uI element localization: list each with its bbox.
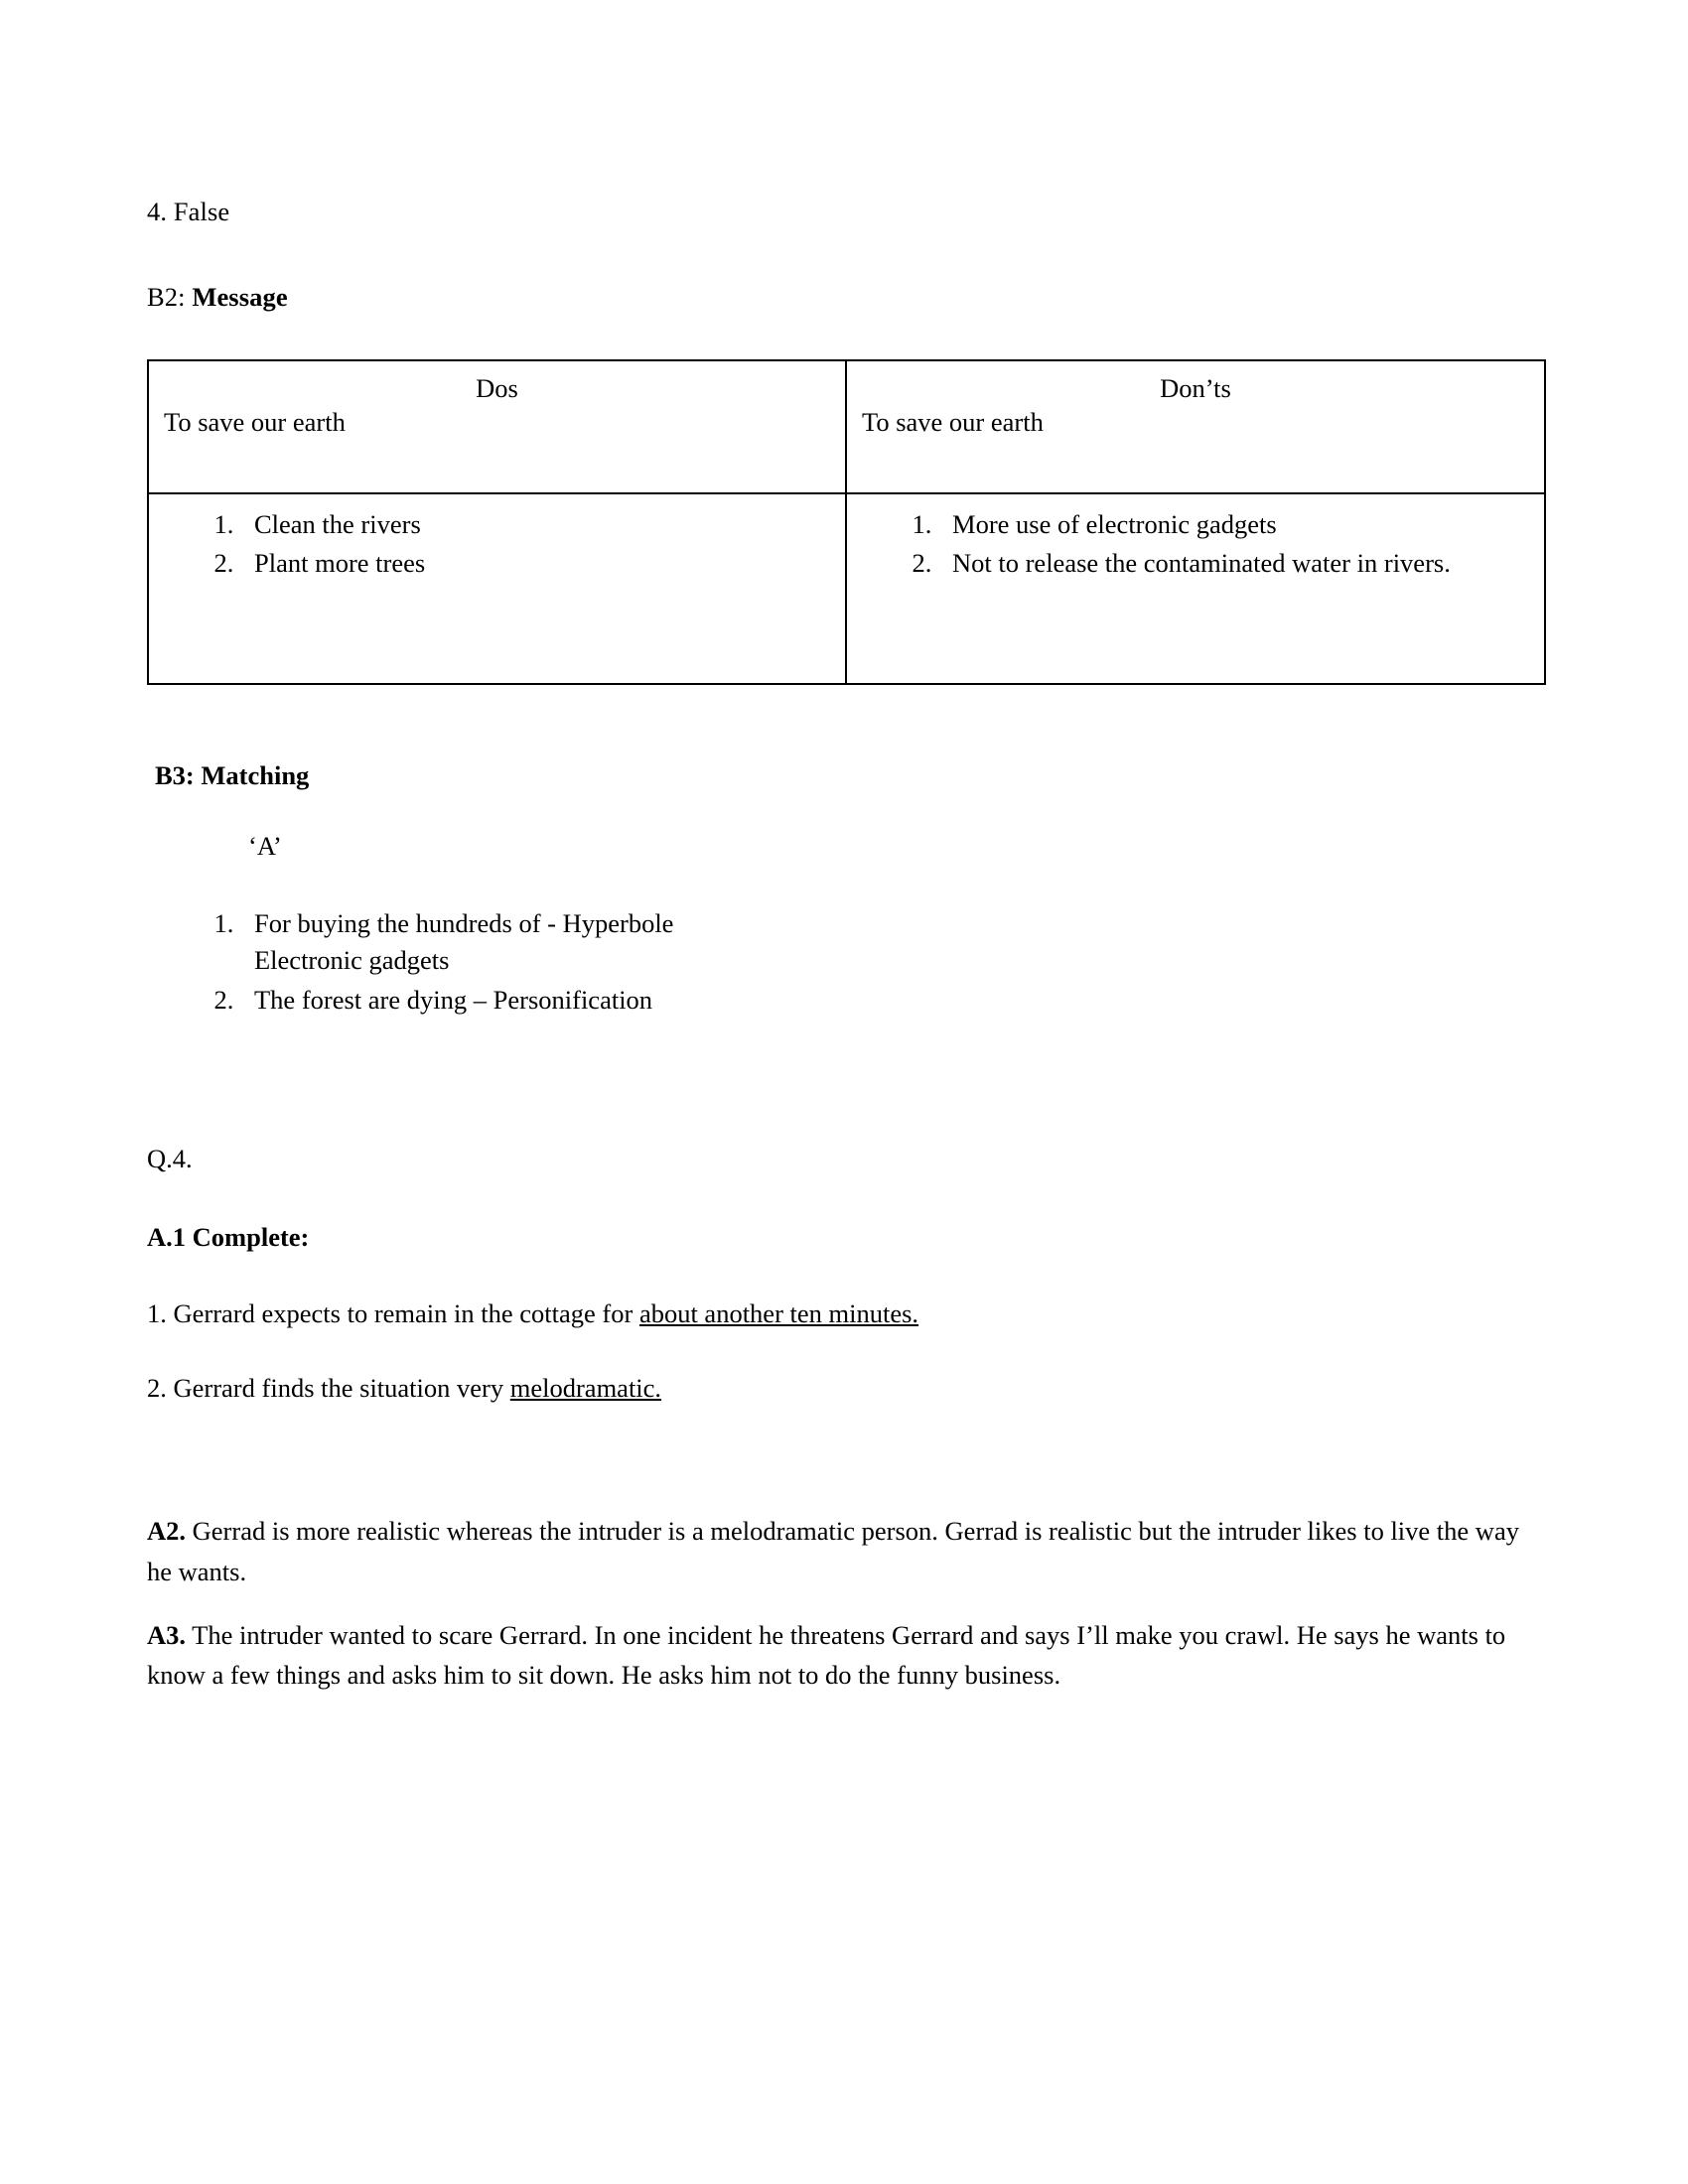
matching-item-1-line2: Electronic gadgets <box>254 945 450 976</box>
list-item: 1. Clean the rivers <box>240 506 845 544</box>
matching-item-1-line1: 1. For buying the hundreds of - Hyperbole <box>254 907 674 938</box>
table-header-donts: Don’ts <box>1160 372 1231 403</box>
table-subheader-dos: To save our earth <box>164 406 346 437</box>
answer-text-a3: The intruder wanted to scare Gerrard. In one incident he threatens Gerrard and says I’ll make you crawl. He says he wants to know a few things and asks him to sit down. He asks him not to do the funny business. <box>147 1619 1506 1691</box>
list-item: 2. Plant more trees <box>240 545 845 583</box>
a1-answer-1 <box>147 1298 1557 1329</box>
a1-answer-2-blank: melodramatic. <box>509 1373 662 1404</box>
table-cell-dos-body <box>148 493 846 684</box>
matching-list <box>147 905 1557 1020</box>
message-table <box>147 359 1546 685</box>
table-cell-donts-body <box>846 493 1545 684</box>
section-heading-b3: B3: Matching <box>155 759 310 790</box>
answer-label-a2: A2. <box>147 1516 187 1547</box>
list-item <box>240 982 1557 1020</box>
table-row-header <box>148 360 1545 493</box>
matching-column-label: ‘A’ <box>248 830 282 861</box>
table-cell-donts-header <box>846 360 1545 493</box>
page-content <box>147 195 1557 1718</box>
section-heading-b2 <box>147 280 1557 316</box>
answer-label-a3: A3. <box>147 1619 187 1650</box>
list-item: 1. More use of electronic gadgets <box>938 506 1544 544</box>
a1-answer-2-prefix: 2. Gerrard finds the situation very <box>147 1373 510 1404</box>
section-b2-prefix: B2: <box>147 281 193 312</box>
donts-list <box>847 506 1544 583</box>
section-b3 <box>147 760 1557 1020</box>
table-row-body <box>148 493 1545 684</box>
a1-answer-1-prefix: 1. Gerrard expects to remain in the cottage for <box>147 1298 639 1329</box>
answer-paragraph-a2 <box>147 1511 1527 1591</box>
answer-paragraph-a3 <box>147 1615 1527 1696</box>
a1-answer-1-blank: about another ten minutes. <box>638 1298 919 1329</box>
question-label-q4: Q.4. <box>147 1144 193 1174</box>
answer-text-a2: Gerrad is more realistic whereas the intruder is a melodramatic person. Gerrad is realistic but the intruder likes to live the way he wants. <box>147 1516 1519 1586</box>
section-b2-title: Message <box>192 281 288 312</box>
table-subheader-donts: To save our earth <box>862 406 1044 437</box>
section-q4 <box>147 1144 1557 1695</box>
a1-answer-2 <box>147 1373 1557 1404</box>
list-item: 2. Not to release the contaminated water in rivers. <box>938 545 1544 583</box>
list-item <box>240 905 1557 980</box>
answer-item-4: 4. False <box>147 197 230 226</box>
subsection-heading-a1: A.1 Complete: <box>147 1222 310 1253</box>
dos-list <box>149 506 845 583</box>
matching-item-2-line1: 2. The forest are dying – Personification <box>254 984 653 1015</box>
table-header-dos: Dos <box>476 372 518 403</box>
table-cell-dos-header <box>148 360 846 493</box>
